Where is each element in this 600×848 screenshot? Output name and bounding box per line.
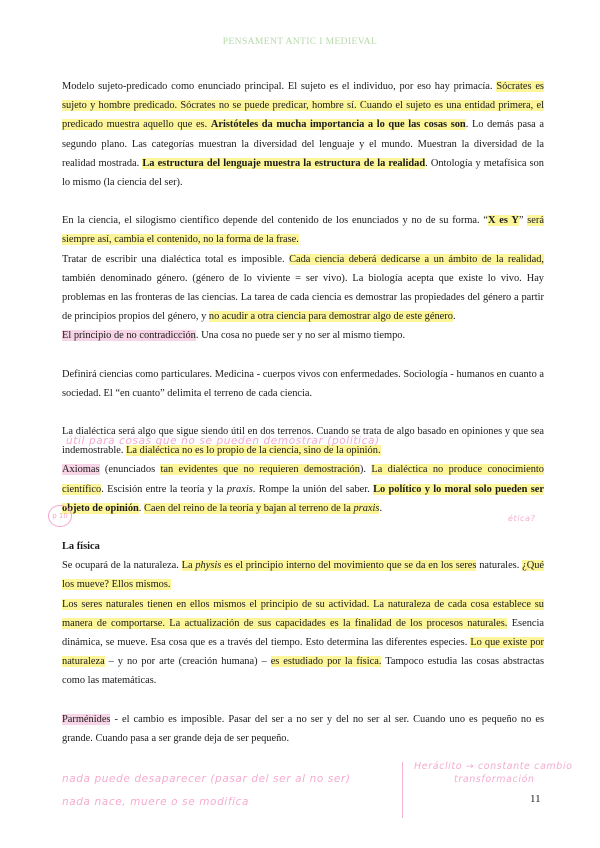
text-span: En la ciencia, el silogismo científico depende del contenido de los enunciados y no de su forma. “ bbox=[62, 215, 489, 227]
paragraph-9 bbox=[62, 595, 544, 691]
highlight: es el principio interno del movimiento que se da en los seres bbox=[221, 560, 477, 572]
highlight-bold: La estructura del lenguaje muestra la estructura de la realidad bbox=[142, 157, 426, 169]
text-span: Tampoco estudia las cosas abstractas como las matemáticas. bbox=[62, 656, 544, 687]
text-span: La dialéctica será algo que sigue siendo útil en dos terrenos. Cuando se trata de algo basado en opiniones y que sea indemostrable. bbox=[62, 426, 544, 457]
highlight-bold: X es Y bbox=[488, 215, 519, 227]
handwritten-note: transformación bbox=[454, 774, 535, 785]
section-title: La física bbox=[62, 541, 100, 553]
handwritten-note: útil para cosas que no se pueden demostrar (política) bbox=[66, 435, 380, 447]
paragraph-5: Definirá ciencias como particulares. Medicina - cuerpos vivos con enfermedades. Sociología - humanos en cuanto a sociedad. El “en cuanto” delimita el terreno de cada ciencia. bbox=[62, 368, 544, 399]
page-number: 11 bbox=[530, 793, 541, 805]
highlight-bold: Aristóteles da mucha importancia a lo que las cosas son bbox=[210, 119, 466, 131]
paragraph-1 bbox=[62, 77, 544, 192]
highlight: Los seres naturales tienen en ellos mismos el principio de su actividad. La naturaleza de cada cosa establece su manera de comportarse. La actualización de sus capacidades es la finalidad de los procesos naturales. bbox=[62, 598, 544, 629]
text-span: . bbox=[452, 311, 456, 323]
paragraph-4 bbox=[62, 326, 544, 345]
text-span: . Una cosa no puede ser y no ser al mismo tiempo. bbox=[195, 330, 406, 342]
highlight: Sócrates es sujeto y hombre predicado. Sócrates no se puede predicar, hombre sí. Cuando el sujeto es una entidad primera, el predicado muestra aquello que es. bbox=[62, 81, 544, 131]
highlight: Caen del reino de la teoría y bajan al terreno de la bbox=[144, 502, 354, 514]
paragraph-10 bbox=[62, 710, 544, 748]
text-span: (enunciados bbox=[99, 464, 161, 476]
highlight: es estudiado por la física. bbox=[270, 656, 382, 668]
text-span: . bbox=[379, 502, 383, 514]
highlight: tan evidentes que no requieren demostración bbox=[160, 464, 360, 476]
text-span: ). bbox=[359, 464, 372, 476]
handwritten-note: nada nace, muere o se modifica bbox=[62, 796, 250, 808]
highlight: será siempre así, cambia el contenido, no la forma de la frase. bbox=[62, 215, 544, 246]
highlight-bold: Lo político y lo moral solo pueden ser objeto de opinión bbox=[62, 483, 544, 514]
text-span: naturales. bbox=[476, 560, 523, 572]
text-span: . Ontología y metafísica son lo mismo (la ciencia del ser). bbox=[62, 157, 544, 189]
paragraph-7 bbox=[62, 460, 544, 518]
italic-text: praxis bbox=[226, 483, 253, 495]
text-span: . Rompe la unión del saber. bbox=[252, 483, 374, 495]
page-header: PENSAMENT ANTIC I MEDIEVAL bbox=[222, 37, 378, 47]
text-span: Tratar de escribir una dialéctica total es imposible. bbox=[62, 253, 290, 265]
text-span: - el cambio es imposible. Pasar del ser a no ser y del no ser al ser. Cuando uno es pequeño no es grande. Cuando pasa a ser grande deja de ser pequeño. bbox=[62, 713, 544, 744]
highlight: La dialéctica no produce conocimiento científico bbox=[62, 464, 544, 495]
highlight-italic: physis bbox=[195, 560, 222, 572]
text-span: Modelo sujeto-predicado como enunciado principal. El sujeto es el individuo, por eso hay primacía. bbox=[62, 81, 497, 92]
handwritten-divider bbox=[402, 762, 403, 818]
handwritten-note: nada puede desaparecer (pasar del ser al no ser) bbox=[62, 773, 351, 785]
highlight: Cada ciencia deberá dedicarse a un ámbito de la realidad, bbox=[289, 253, 544, 265]
paragraph-8 bbox=[62, 556, 544, 594]
page-body bbox=[62, 77, 544, 748]
highlight: ¿Qué los mueve? Ellos mismos. bbox=[62, 560, 545, 591]
highlight: no acudir a otra ciencia para demostrar algo de este género bbox=[208, 311, 453, 323]
highlight: Lo que existe por naturaleza bbox=[62, 637, 544, 668]
paragraph-3 bbox=[62, 250, 544, 327]
highlight: La bbox=[181, 560, 196, 572]
highlight-pink: Axiomas bbox=[62, 464, 100, 476]
text-span: Esencia dinámica, se mueve. Esa cosa que es a través del tiempo. Esto determina las diferentes especies. bbox=[62, 617, 545, 649]
highlight-pink: Parménides bbox=[62, 713, 111, 725]
text-span: también denominado género. (género de lo viviente = ser vivo). La biología acepta que existe lo vivo. Hay problemas en las fronteras de las ciencias. La tarea de cada ciencia es demostrar las propiedades del género a partir de principios propios del género, y bbox=[62, 272, 544, 323]
text-span: . Escisión entre la teoría y la bbox=[101, 483, 227, 495]
text-span: – y no por arte (creación humana) – bbox=[104, 656, 271, 668]
paragraph-2 bbox=[62, 211, 544, 249]
text-span: . Lo demás pasa a segundo plano. Las categorías muestran la diversidad del lenguaje y el mundo. Muestran la diversidad de la realidad mostrada. bbox=[62, 119, 544, 169]
highlight-pink: El principio de no contradicción bbox=[62, 330, 196, 342]
handwritten-note: Heráclito → constante cambio bbox=[414, 761, 573, 772]
handwritten-circle-note: p 10 bbox=[48, 505, 72, 527]
highlight-italic: praxis bbox=[353, 502, 380, 514]
text-span: ” bbox=[518, 215, 528, 227]
text-span: Se ocupará de la naturaleza. bbox=[62, 560, 182, 572]
text-span: . bbox=[138, 502, 144, 514]
highlight: La dialéctica no es lo propio de la ciencia, sino de la opinión. bbox=[126, 445, 381, 457]
handwritten-note: ética? bbox=[508, 514, 536, 523]
